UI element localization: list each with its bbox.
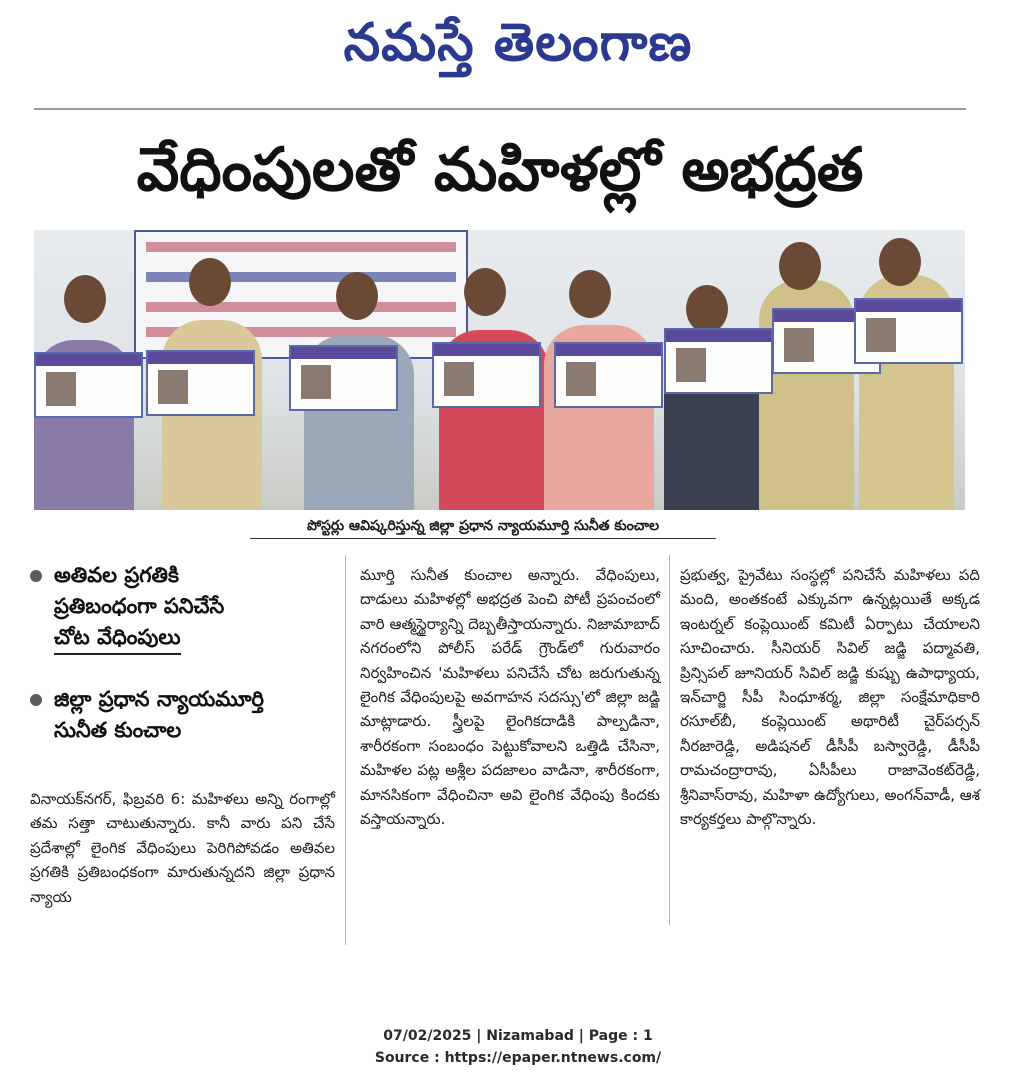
highlight-2 (30, 684, 335, 746)
article-column-1: వినాయక్‌నగర్, ఫిబ్రవరి 6: మహిళలు అన్ని రంగాల్లో తమ సత్తా చాటుతున్నారు. కానీ వారు పని చేసే ప్రదేశాల్లో లైంగిక వేధింపులు పెరిగిపోవడం అతివల ప్రగతికి ప్రతిబంధకంగా మారుతున్నదని జిల్లా ప్రధాన న్యాయ (30, 790, 335, 906)
highlight-line: ప్రతిబంధంగా పనిచేసే (54, 594, 225, 618)
highlight-line: చోట వేధింపులు (54, 622, 181, 655)
top-rule (34, 108, 966, 110)
column-divider (345, 555, 346, 945)
column-divider (669, 555, 670, 925)
article-column-2: మూర్తి సునీత కుంచాల అన్నారు. వేధింపులు, దాడులు మహిళల్లో అభద్రత పెంచి పోటీ ప్రపంచంలో వారి ఆత్మస్థైర్యాన్ని దెబ్బతీస్తాయన్నారు. నిజామాబాద్ నగరంలోని పోలీస్ పరేడ్ గ్రౌండ్‌లో గురువారం నిర్వహించిన 'మహిళలు పనిచేసే చోట జరుగుతున్న లైంగిక వేధింపులపై అవగాహన సదస్సు'లో జిల్లా జడ్జి మాట్లాడారు. స్త్రీలపై లైంగికదాడికి పాల్పడినా, శారీరకంగా సంబంధం పెట్టుకోవాలని ఒత్తిడి చేసినా, మహిళల పట్ల అశ్లీల పదజాలం వాడినా, శారీరకంగా, మానసికంగా వేధించినా అవి లైంగిక వేధింపు కిందకు వస్తాయన్నారు. (360, 566, 660, 829)
news-photo (34, 230, 965, 510)
footer-date-line: 07/02/2025 | Nizamabad | Page : 1 (383, 1028, 653, 1044)
highlight-line: జిల్లా ప్రధాన న్యాయమూర్తి (54, 687, 264, 711)
masthead-logo: నమస్తే తెలంగాణ (343, 13, 693, 73)
bullet-dot-icon (30, 694, 42, 706)
footer-source-line: Source : https://epaper.ntnews.com/ (374, 1050, 662, 1066)
bullet-dot-icon (30, 570, 42, 582)
highlight-line: అతివల ప్రగతికి (54, 563, 179, 587)
article-column-3: ప్రభుత్వ, ప్రైవేటు సంస్థల్లో పనిచేసే మహిళలు పది మంది, అంతకంటే ఎక్కువగా ఉన్నట్లయితే అక్కడ ఇంటర్నల్ కంప్లెయింట్ కమిటీ ఏర్పాటు చేయాలని సూచించారు. సీనియర్ సివిల్ జడ్జి పద్మావతి, ప్రిన్సిపల్ జూనియర్ సివిల్ జడ్జి కుష్బు ఉపాధ్యాయ, ఇన్‌చార్జి సీపీ సింధూశర్మ, జిల్లా సంక్షేమాధికారి రసూల్‌బీ, కంప్లెయింట్ అథారిటీ చైర్‌పర్సన్ నీరజారెడ్డి, అడిషనల్ డీసీపీ బస్వారెడ్డి, డీసీపీ రామచంద్రారావు, ఏసీపీలు రాజావెంకట్‌రెడ్డి, శ్రీనివాస్‌రావు, మహిళా ఉద్యోగులు, అంగన్‌వాడీ, ఆశ కార్యకర్తలు పాల్గొన్నారు. (680, 566, 980, 829)
headline: వేధింపులతో మహిళల్లో అభద్రత (136, 135, 864, 205)
photo-caption: పోస్టర్లు ఆవిష్కరిస్తున్న జిల్లా ప్రధాన న్యాయమూర్తి సునీత కుంచాల (250, 514, 716, 539)
highlight-line: సునీత కుంచాల (54, 718, 182, 742)
highlight-1 (30, 560, 335, 655)
